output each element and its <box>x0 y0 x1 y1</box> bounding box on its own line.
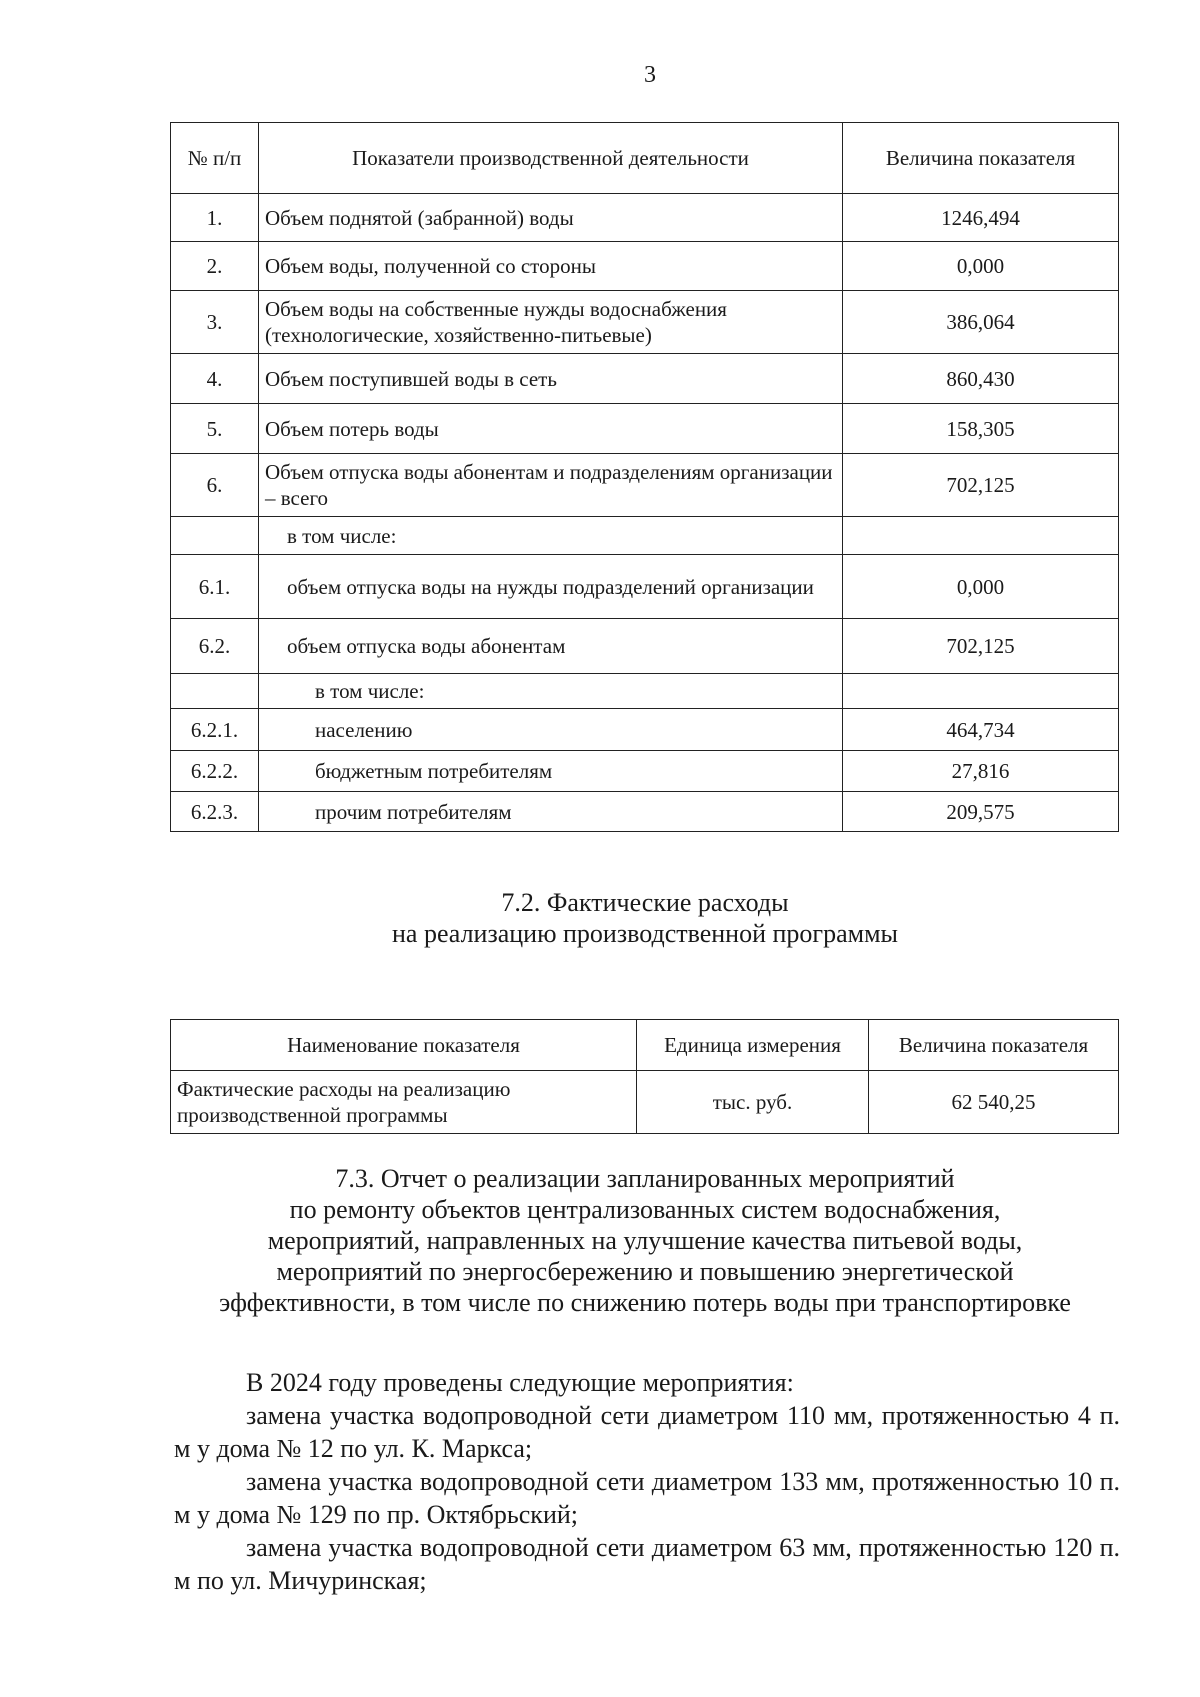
row-name: Фактические расходы на реализацию производственной программы <box>171 1071 637 1134</box>
row-name: Объем воды, полученной со стороны <box>259 242 843 291</box>
row-num: 6. <box>171 454 259 517</box>
row-name: Объем воды на собственные нужды водоснабжения (технологические, хозяйственно-питьевые) <box>259 291 843 354</box>
row-value: 62 540,25 <box>869 1071 1119 1134</box>
row-num: 6.2. <box>171 619 259 674</box>
header-value: Величина показателя <box>843 123 1119 194</box>
section-7-3-line: 7.3. Отчет о реализации запланированных мероприятий <box>335 1164 955 1193</box>
section-7-3-line: эффективности, в том числе по снижению потерь воды при транспортировке <box>219 1288 1071 1317</box>
row-num: 6.2.2. <box>171 751 259 792</box>
actual-expenses-table <box>170 1019 1119 1134</box>
row-num <box>171 517 259 555</box>
table-row <box>171 709 1119 751</box>
section-7-2-line: 7.2. Фактические расходы <box>501 888 789 917</box>
row-num <box>171 674 259 709</box>
row-name: Объем поступившей воды в сеть <box>259 354 843 404</box>
row-unit: тыс. руб. <box>637 1071 869 1134</box>
row-value <box>843 674 1119 709</box>
row-num: 4. <box>171 354 259 404</box>
header-value: Величина показателя <box>869 1020 1119 1071</box>
table-row <box>171 751 1119 792</box>
row-num: 6.2.1. <box>171 709 259 751</box>
measure-item: замена участка водопроводной сети диаметром 63 мм, протяженностью 120 п. м по ул. Мичуринская; <box>174 1533 1120 1595</box>
section-7-2-title <box>0 887 1200 949</box>
row-num: 2. <box>171 242 259 291</box>
measures-text <box>174 1366 1120 1597</box>
row-name: в том числе: <box>259 517 843 555</box>
row-name: прочим потребителям <box>259 792 843 832</box>
row-num: 6.1. <box>171 555 259 619</box>
table-row <box>171 619 1119 674</box>
row-value: 158,305 <box>843 404 1119 454</box>
table-row <box>171 674 1119 709</box>
section-7-3-line: по ремонту объектов централизованных систем водоснабжения, <box>289 1195 1001 1224</box>
row-value: 702,125 <box>843 619 1119 674</box>
table-row <box>171 555 1119 619</box>
measure-item: замена участка водопроводной сети диаметром 133 мм, протяженностью 10 п. м у дома № 129 по пр. Октябрьский; <box>174 1467 1120 1529</box>
row-value: 0,000 <box>843 555 1119 619</box>
table-row <box>171 517 1119 555</box>
row-name: Объем потерь воды <box>259 404 843 454</box>
row-value: 464,734 <box>843 709 1119 751</box>
header-name: Наименование показателя <box>171 1020 637 1071</box>
row-value: 386,064 <box>843 291 1119 354</box>
section-7-3-line: мероприятий, направленных на улучшение качества питьевой воды, <box>267 1226 1023 1255</box>
table-row <box>171 242 1119 291</box>
table-row <box>171 1071 1119 1134</box>
table-row <box>171 792 1119 832</box>
row-value: 27,816 <box>843 751 1119 792</box>
section-7-2-line: на реализацию производственной программы <box>391 919 898 948</box>
row-value: 702,125 <box>843 454 1119 517</box>
row-value <box>843 517 1119 555</box>
row-value: 860,430 <box>843 354 1119 404</box>
table-header-row <box>171 1020 1119 1071</box>
measures-intro: В 2024 году проведены следующие мероприятия: <box>246 1368 794 1397</box>
row-name: в том числе: <box>259 674 843 709</box>
measure-item: замена участка водопроводной сети диаметром 110 мм, протяженностью 4 п. м у дома № 12 по ул. К. Маркса; <box>174 1401 1120 1463</box>
row-num: 1. <box>171 194 259 242</box>
page-number: 3 <box>644 62 656 88</box>
row-value: 0,000 <box>843 242 1119 291</box>
section-7-3-line: мероприятий по энергосбережению и повышению энергетической <box>276 1257 1014 1286</box>
section-7-3-title <box>0 1163 1200 1318</box>
row-value: 209,575 <box>843 792 1119 832</box>
table-row <box>171 291 1119 354</box>
row-name: населению <box>259 709 843 751</box>
table-row <box>171 354 1119 404</box>
table-row <box>171 404 1119 454</box>
row-num: 6.2.3. <box>171 792 259 832</box>
table-row <box>171 454 1119 517</box>
table-header-row <box>171 123 1119 194</box>
row-name: Объем поднятой (забранной) воды <box>259 194 843 242</box>
row-num: 3. <box>171 291 259 354</box>
row-name: Объем отпуска воды абонентам и подразделениям организации – всего <box>259 454 843 517</box>
row-name: бюджетным потребителям <box>259 751 843 792</box>
row-name: объем отпуска воды на нужды подразделений организации <box>259 555 843 619</box>
header-unit: Единица измерения <box>637 1020 869 1071</box>
row-name: объем отпуска воды абонентам <box>259 619 843 674</box>
row-value: 1246,494 <box>843 194 1119 242</box>
production-indicators-table <box>170 122 1119 832</box>
header-indicator: Показатели производственной деятельности <box>259 123 843 194</box>
row-num: 5. <box>171 404 259 454</box>
header-num: № п/п <box>171 123 259 194</box>
table-row <box>171 194 1119 242</box>
